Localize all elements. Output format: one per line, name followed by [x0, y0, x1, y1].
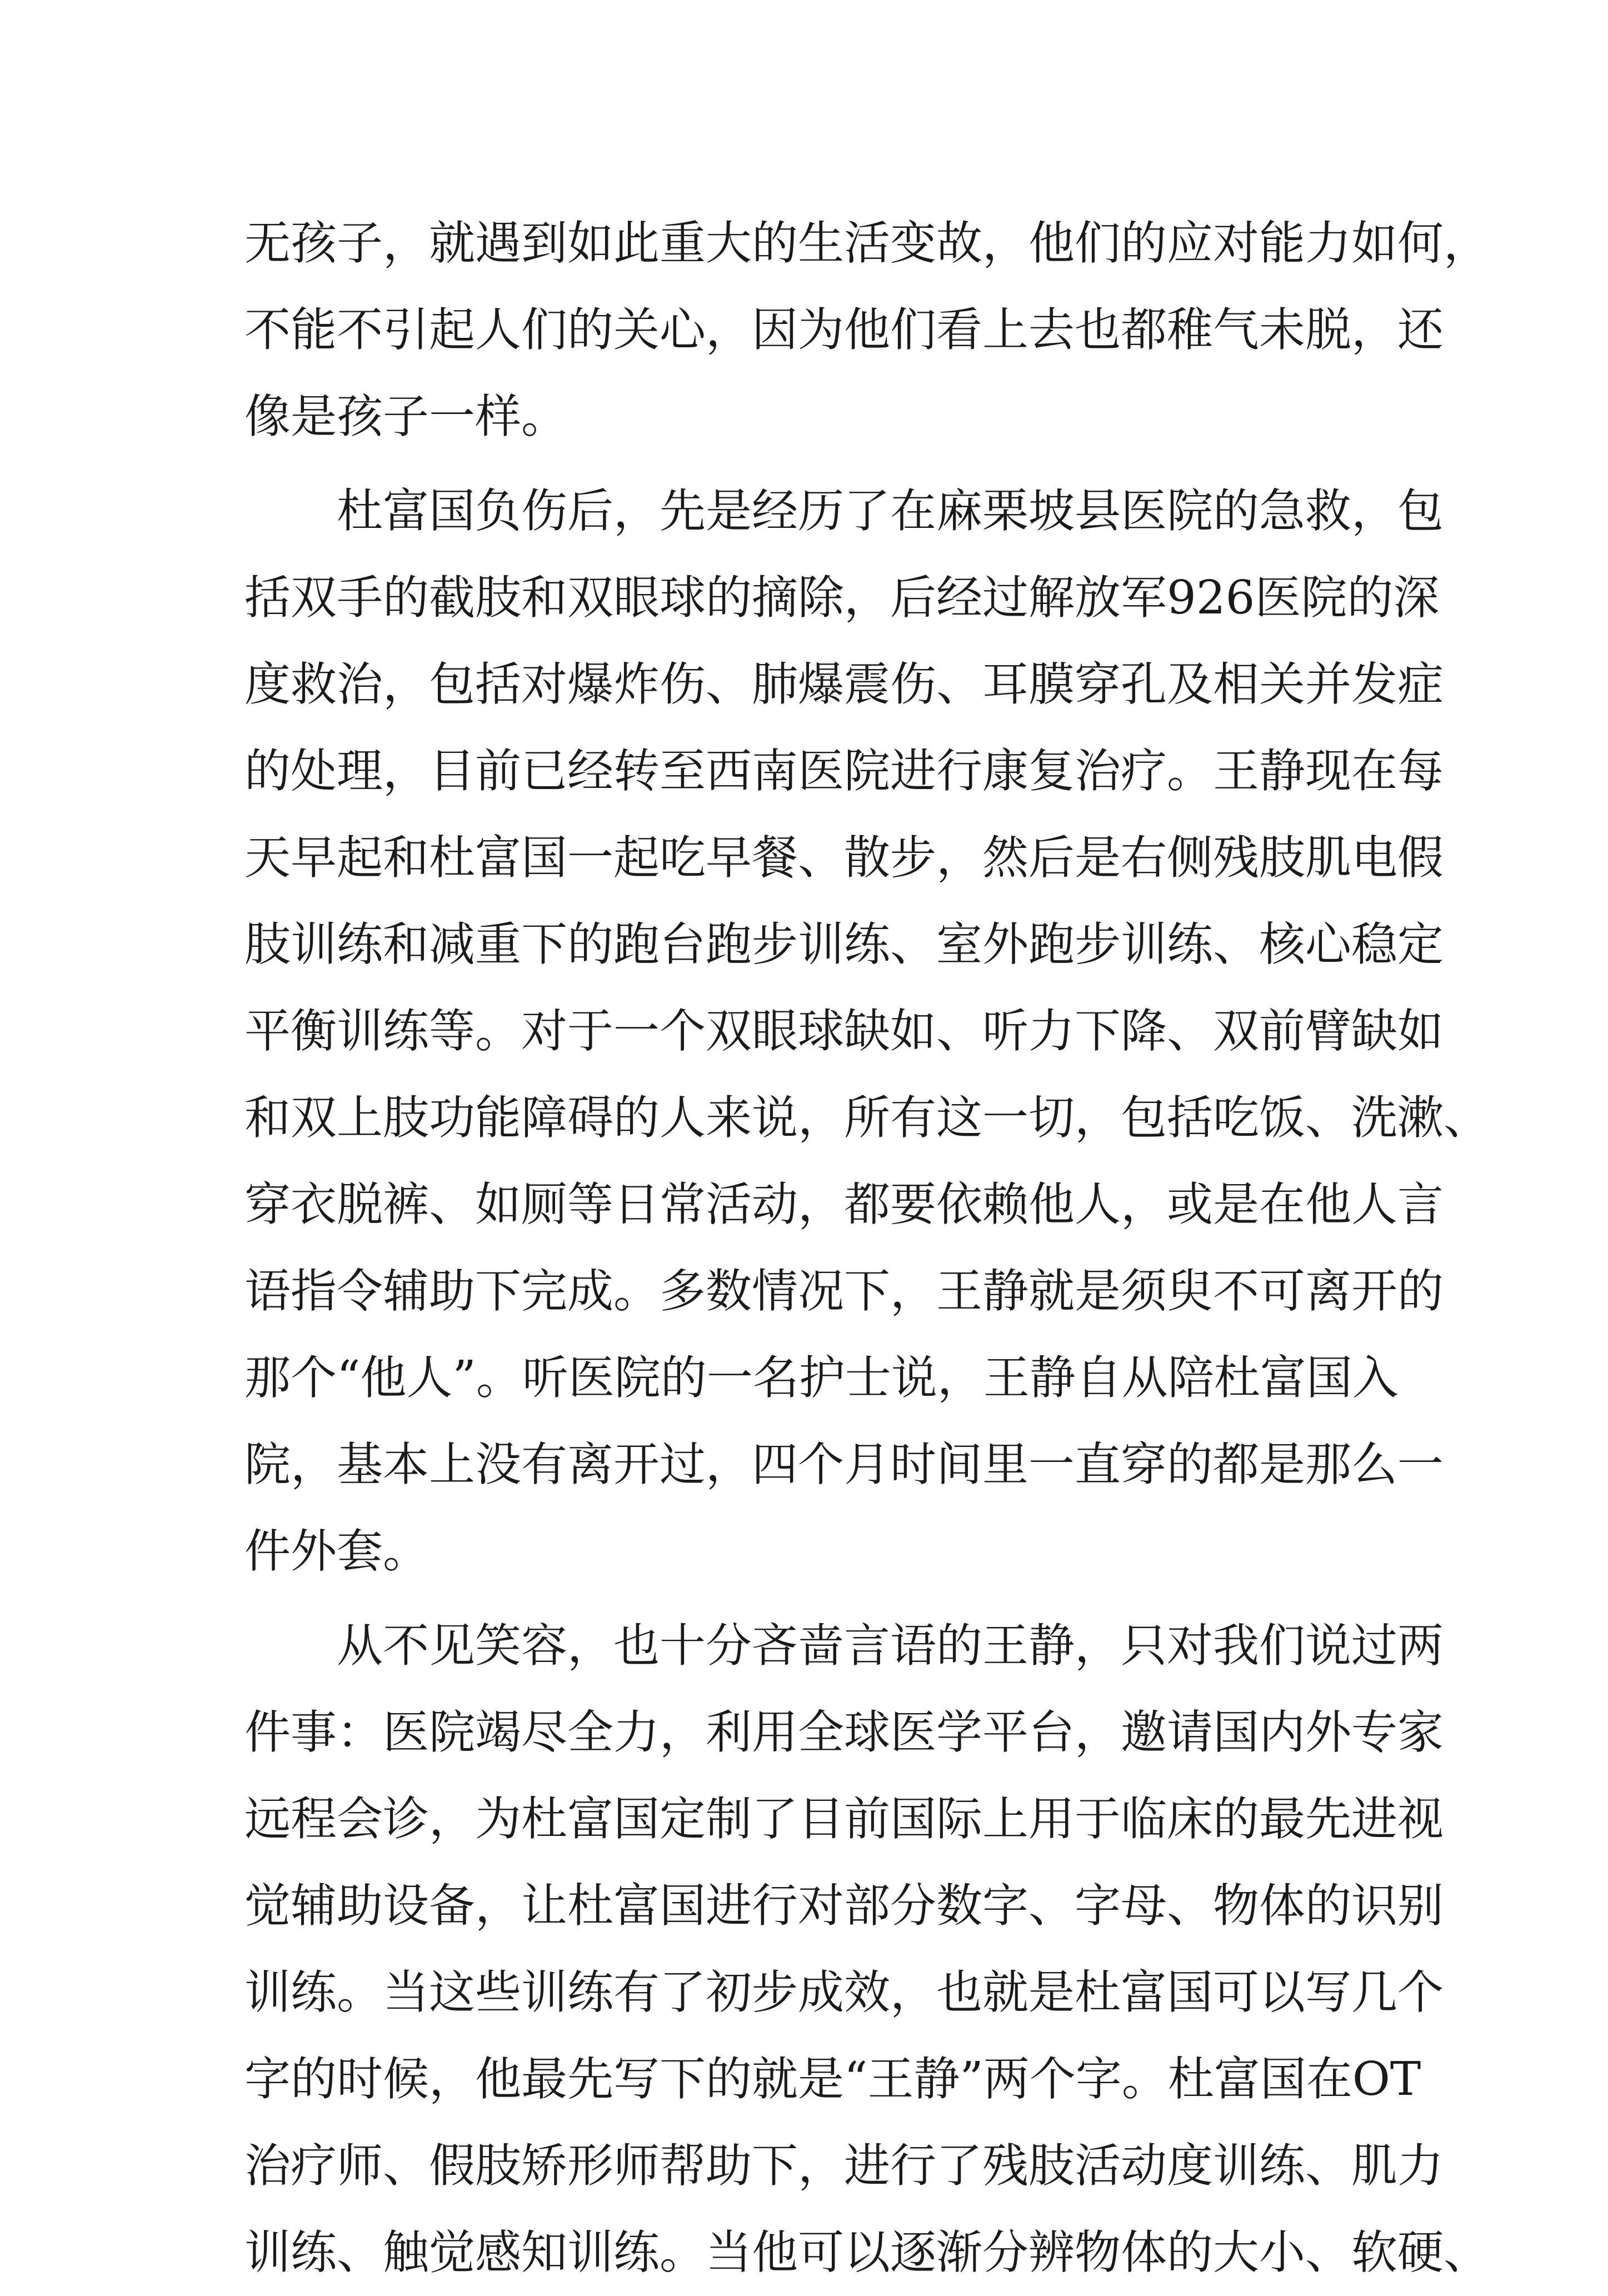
paragraph-2: [244, 468, 1490, 1595]
paragraph-3: [244, 1603, 1490, 2296]
text-line: 和双上肢功能障碍的人来说，所有这一切，包括吃饭、洗漱、: [244, 1091, 1490, 1145]
text-line: 度救治，包括对爆炸伤、肺爆震伤、耳膜穿孔及相关并发症: [244, 657, 1444, 711]
text-line: 的处理，目前已经转至西南医院进行康复治疗。王静现在每: [244, 744, 1444, 798]
paragraph-gap: [244, 1595, 1367, 1603]
text-line: 杜富国负伤后，先是经历了在麻栗坡县医院的急救，包: [244, 484, 1444, 538]
text-line: 件事：医院竭尽全力，利用全球医学平台，邀请国内外专家: [244, 1705, 1444, 1759]
text-line: 括双手的截肢和双眼球的摘除，后经过解放军926医院的深: [244, 571, 1440, 625]
paragraph-gap: [244, 460, 1367, 468]
text-line: 院，基本上没有离开过，四个月时间里一直穿的都是那么一: [244, 1438, 1444, 1491]
text-line: 那个“他人”。听医院的一名护士说，王静自从陪杜富国入: [244, 1351, 1399, 1405]
text-line: 训练。当这些训练有了初步成效，也就是杜富国可以写几个: [244, 1965, 1444, 2019]
text-line: 远程会诊，为杜富国定制了目前国际上用于临床的最先进视: [244, 1792, 1444, 1846]
text-line: 天早起和杜富国一起吃早餐、散步，然后是右侧残肢肌电假: [244, 831, 1444, 885]
text-line: 像是孩子一样。: [244, 390, 567, 443]
body-text: [244, 200, 1490, 2296]
text-line: 训练、触觉感知训练。当他可以逐渐分辨物体的大小、软硬、: [244, 2225, 1490, 2279]
text-line: 从不见笑容，也十分吝啬言语的王静，只对我们说过两: [244, 1619, 1444, 1673]
text-line: 平衡训练等。对于一个双眼球缺如、听力下降、双前臂缺如: [244, 1004, 1444, 1058]
text-line: 语指令辅助下完成。多数情况下，王静就是须臾不可离开的: [244, 1264, 1444, 1318]
text-line: 治疗师、假肢矫形师帮助下，进行了残肢活动度训练、肌力: [244, 2139, 1444, 2193]
paragraph-1: [244, 200, 1490, 460]
text-line: 肢训练和减重下的跑台跑步训练、室外跑步训练、核心稳定: [244, 917, 1444, 971]
text-line: 不能不引起人们的关心，因为他们看上去也都稚气未脱，还: [244, 303, 1444, 357]
text-line: 字的时候，他最先写下的就是“王静”两个字。杜富国在OT: [244, 2052, 1421, 2106]
text-line: 件外套。: [244, 1524, 429, 1578]
text-line: 觉辅助设备，让杜富国进行对部分数字、字母、物体的识别: [244, 1879, 1444, 1933]
text-line: 无孩子，就遇到如此重大的生活变故，他们的应对能力如何，: [244, 216, 1490, 270]
text-line: 穿衣脱裤、如厕等日常活动，都要依赖他人，或是在他人言: [244, 1177, 1444, 1231]
